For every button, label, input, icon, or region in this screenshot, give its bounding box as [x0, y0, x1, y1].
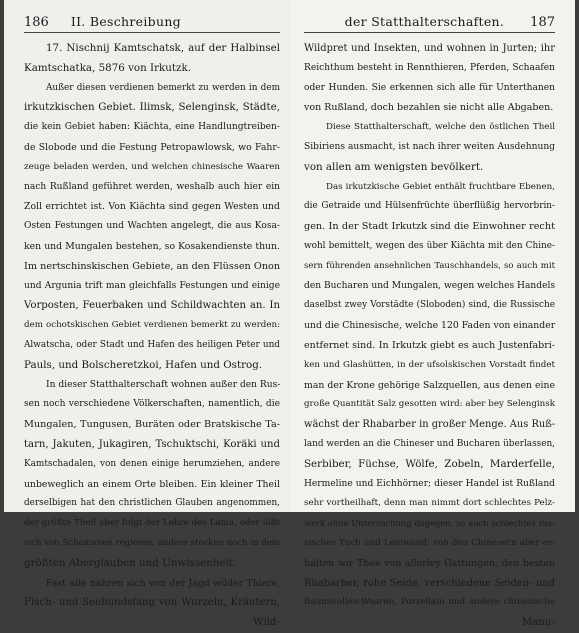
- text-line: Im nertschinskischen Gebiete, an den Flüssen Onon: [24, 260, 281, 272]
- text-line: In dieser Statthalterschaft wohnen außer den Rus-: [46, 379, 281, 390]
- text-line: Serbiber, Füchse, Wölfe, Zobeln, Marderfelle,: [304, 457, 555, 470]
- text-line: Wildpret und Insekten, und wohnen in Jurten; ihr: [304, 43, 555, 54]
- text-line: Osten Festungen und Wachten angelegt, die aus Kosa-: [24, 221, 280, 232]
- text-line: sern führenden ansehnlichen Tauschhandels, so auch mit: [304, 260, 555, 271]
- text-line: Kamtschatka, 5876 von Irkutzk.: [24, 61, 191, 74]
- text-line: unbeweglich an einem Orte bleiben. Ein kleiner Theil: [24, 478, 280, 490]
- right-running-head: [304, 14, 555, 33]
- text-line: Fisch- und Seehundsfang von Wurzeln, Kräutern,: [24, 597, 280, 609]
- text-line: sehr vortheilhaft, denn man nimmt dort schlechtes Pelz-: [304, 498, 555, 509]
- text-line: Zoll errichtet ist. Von Kiächta sind gegen Westen und: [24, 201, 280, 213]
- text-line: oder Hunden. Sie erkennen sich alle für Unterthanen: [304, 82, 555, 93]
- text-line: entfernet sind. In Irkutzk giebt es auch Justenfabri-: [304, 339, 555, 351]
- text-line: große Quantität Salz gesotten wird: aber bey Selenginsk: [304, 399, 555, 410]
- text-line: Hermeline und Eichhörner; dieser Handel ist Rußland: [304, 478, 555, 489]
- text-line: und Argunia trift man gleichfalls Festungen und einige: [24, 280, 280, 291]
- text-line: tarn, Jakuten, Jukagiren, Tschuktschi, Koräki und: [24, 438, 280, 450]
- left-head-title: II. Beschreibung: [70, 14, 181, 29]
- text-line: ken und Glashütten, in der ufsolskischen Vorstadt findet: [304, 359, 555, 370]
- text-line: 17. Nischnij Kamtschatsk, auf der Halbinsel: [46, 42, 280, 54]
- text-line: sen noch verschiedene Völkerschaften, namentlich, die: [24, 399, 280, 410]
- text-line: Reichthum besteht in Rennthieren, Pferden, Schaafen: [304, 62, 555, 73]
- text-line: zeuge beladen werden, und welchen chinesische Waaren: [24, 161, 280, 172]
- text-line: werk ohne Untersuchung dagegen, so auch schlechtes rus-: [304, 518, 555, 529]
- left-page-number: 186: [24, 15, 49, 30]
- right-head-title: der Statthalterschaften.: [344, 14, 505, 29]
- text-line: die Getraide und Hülsenfrüchte überflüßig hervorbrin-: [304, 201, 555, 212]
- right-page-body: [304, 39, 555, 633]
- text-line: halten wir Thee von allerley Gattungen, den besten: [304, 557, 555, 569]
- text-line: von allen am wenigsten bevölkert.: [304, 160, 484, 173]
- text-line: Das irkutzkische Gebiet enthält fruchtbare Ebenen,: [326, 181, 555, 192]
- text-line: nach Rußland geführet werden, weshalb auch hier ein: [24, 181, 280, 192]
- text-line: Vorposten, Feuerbaken und Schildwachten an. In: [24, 300, 280, 312]
- text-line: irkutzkischen Gebiet. Ilimsk, Selenginsk, Städte,: [24, 101, 280, 114]
- text-line: gen. In der Stadt Irkutzk sind die Einwohner recht: [304, 221, 555, 233]
- text-line: sisches Tuch und Leinwand; von den Chinesern aber er-: [304, 537, 555, 548]
- text-line: Diese Statthalterschaft, welche den östlichen Theil: [326, 122, 555, 133]
- right-page: [290, 0, 575, 629]
- text-line: Pauls, und Bolscheretzkoi, Hafen und Ostrog.: [24, 358, 263, 371]
- text-line: Kamtschadalen, von denen einige herumziehen, andere: [24, 458, 280, 469]
- text-line: Wild-: [252, 616, 280, 629]
- text-line: größten Aberglauben und Unwissenheit.: [24, 556, 237, 569]
- text-line: den Bucharen und Mungalen, wegen welches Handels: [304, 280, 556, 291]
- text-line: Baumwollen-Waaren, Porzellain und andere chinesische: [304, 597, 555, 608]
- text-line: derselbigen hat den christlichen Glauben angenommen,: [24, 498, 280, 509]
- text-line: wächst der Rhabarber in großer Menge. Aus Ruß-: [304, 419, 556, 431]
- text-line: und die Chinesische, welche 120 Faden von einander: [304, 320, 556, 332]
- left-page-body: [24, 39, 280, 633]
- text-line: sich von Schamanen regieren, andere stecken noch in dem: [24, 537, 280, 548]
- text-line: man der Krone gehörige Salzquellen, aus denen eine: [304, 379, 555, 391]
- text-line: Mungalen, Tungusen, Buräten oder Bratskische Ta-: [24, 419, 280, 431]
- book-spread: [4, 0, 575, 629]
- text-line: Fast alle nähren sich von der Jagd wilder Thiere,: [46, 577, 280, 589]
- text-line: land werden an die Chineser und Bucharen überlassen,: [304, 438, 555, 449]
- text-line: der größte Theil aber folgt der Lehre des Lama, oder läßt: [24, 518, 280, 529]
- text-line: dem ochotskischen Gebiet verdienen bemerkt zu werden:: [24, 320, 280, 331]
- text-line: von Rußland, doch bezahlen sie nicht alle Abgaben.: [304, 102, 554, 114]
- text-line: Außer diesen verdienen bemerkt zu werden in dem: [46, 82, 280, 93]
- text-line: daselbst zwey Vorstädte (Sloboden) sind, die Russische: [304, 300, 555, 311]
- text-line: Alwatscha, oder Stadt und Hafen des heiligen Peter und: [24, 339, 280, 350]
- text-line: Rhabarber, rohe Seide, verschiedene Seiden- und: [304, 577, 555, 589]
- text-line: wohl bemittelt, wegen des über Kiächta mit den Chine-: [304, 240, 555, 251]
- text-line: ken und Mungalen bestehen, so Kosakendienste thun.: [24, 240, 280, 252]
- text-line: Sibiriens ausmacht, ist nach ihrer weiten Ausdehnung: [304, 141, 555, 152]
- left-running-head: [24, 14, 280, 33]
- left-page: [4, 0, 290, 629]
- right-page-number: 187: [530, 15, 555, 30]
- text-line: Manu-: [521, 616, 555, 629]
- text-line: die kein Gebiet haben: Kiächta, eine Handlungtreiben-: [24, 122, 280, 133]
- text-line: de Slobode und die Festung Petropawlowsk, wo Fahr-: [24, 141, 280, 153]
